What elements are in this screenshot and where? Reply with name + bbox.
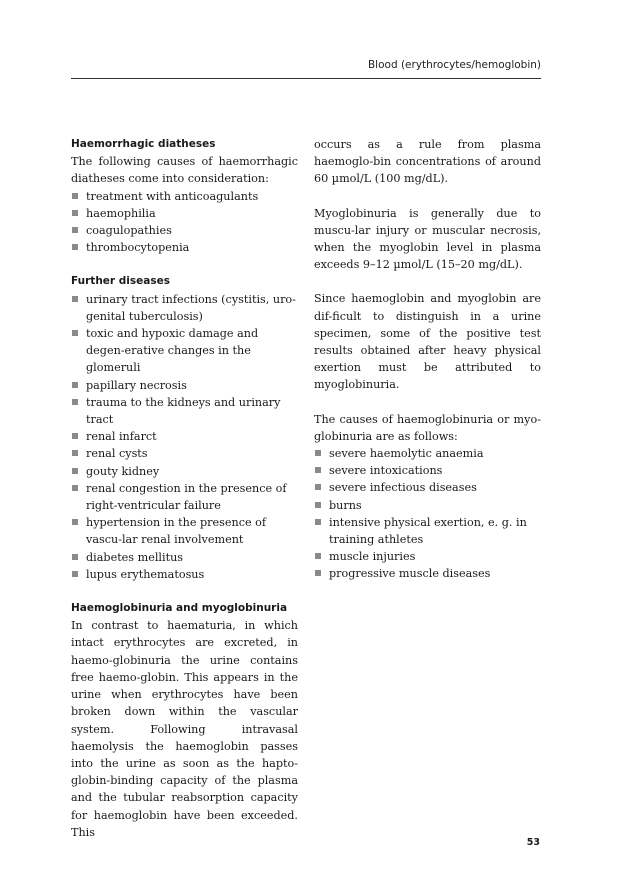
- section-heading-haemoglobinuria: Haemoglobinuria and myoglobinuria: [71, 602, 288, 615]
- list-item: severe intoxications: [314, 462, 541, 479]
- square-bullet-icon: [72, 296, 78, 302]
- list-item: papillary necrosis: [71, 377, 298, 394]
- list-item: hypertension in the presence of vascu-lar renal involvement: [71, 514, 298, 548]
- square-bullet-icon: [315, 502, 321, 508]
- body-paragraph: Myoglobinuria is generally due to muscu-lar injury or muscular necrosis, when the myoglobin level in plasma exceeds 9–12 µmol/L (15–20 mg/dL).: [314, 206, 541, 272]
- square-bullet-icon: [72, 244, 78, 250]
- list-item: trauma to the kidneys and urinary tract: [71, 394, 298, 428]
- square-bullet-icon: [315, 519, 321, 525]
- list-item: urinary tract infections (cystitis, uro-genital tuberculosis): [71, 291, 298, 325]
- list-item: severe infectious diseases: [314, 479, 541, 496]
- list-item: severe haemolytic anaemia: [314, 445, 541, 462]
- list-item: coagulopathies: [71, 222, 298, 239]
- square-bullet-icon: [315, 570, 321, 576]
- section-heading-further-diseases: Further diseases: [71, 275, 170, 288]
- body-paragraph: occurs as a rule from plasma haemoglo-bin concentrations of around 60 µmol/L (100 mg/dL).: [314, 138, 541, 186]
- square-bullet-icon: [72, 330, 78, 336]
- page-number: 53: [526, 837, 540, 848]
- running-head: Blood (erythrocytes/hemoglobin): [367, 59, 541, 71]
- square-bullet-icon: [72, 468, 78, 474]
- list-item: thrombocytopenia: [71, 239, 298, 256]
- section-heading-haemorrhagic-diatheses: Haemorrhagic diatheses: [71, 138, 216, 150]
- square-bullet-icon: [72, 554, 78, 560]
- list-item: progressive muscle diseases: [314, 565, 541, 582]
- square-bullet-icon: [315, 484, 321, 490]
- body-paragraph: In contrast to haematuria, in which intact erythrocytes are excreted, in haemo-globinuria the urine contains free haemo-globin. This appears in the urine when erythrocytes have been broken down within the vascular system. Following intravasal haemolysis the haemoglobin passes into the urine as soon as the hapto-globin-binding capacity of the plasma and the tubular reabsorption capacity for haemoglobin have been exceeded. This: [71, 619, 298, 839]
- list-item: intensive physical exertion, e. g. in training athletes: [314, 514, 541, 548]
- bullet-list-causes: [314, 445, 541, 583]
- left-column: [71, 136, 298, 841]
- list-item: treatment with anticoagulants: [71, 188, 298, 205]
- square-bullet-icon: [72, 485, 78, 491]
- body-paragraph: The causes of haemoglobinuria or myo-globinuria are as follows:: [314, 412, 541, 443]
- square-bullet-icon: [315, 450, 321, 456]
- square-bullet-icon: [72, 571, 78, 577]
- square-bullet-icon: [315, 553, 321, 559]
- list-item: renal cysts: [71, 445, 298, 462]
- body-paragraph: Since haemoglobin and myoglobin are dif-ficult to distinguish in a urine specimen, some of the positive test results obtained after heavy physical exertion must be attributed to myoglobinuria.: [314, 292, 541, 392]
- list-item: haemophilia: [71, 205, 298, 222]
- section-intro: The following causes of haemorrhagic diatheses come into consideration:: [71, 155, 298, 186]
- square-bullet-icon: [72, 193, 78, 199]
- list-item: gouty kidney: [71, 463, 298, 480]
- header-rule: [71, 78, 541, 79]
- bullet-list-further-diseases: [71, 291, 298, 583]
- bullet-list-diatheses: [71, 188, 298, 257]
- list-item: diabetes mellitus: [71, 549, 298, 566]
- right-column: [314, 136, 541, 583]
- list-item: muscle injuries: [314, 548, 541, 565]
- list-item: renal infarct: [71, 428, 298, 445]
- square-bullet-icon: [72, 210, 78, 216]
- square-bullet-icon: [72, 227, 78, 233]
- square-bullet-icon: [72, 433, 78, 439]
- square-bullet-icon: [72, 450, 78, 456]
- list-item: renal congestion in the presence of right-ventricular failure: [71, 480, 298, 514]
- list-item: lupus erythematosus: [71, 566, 298, 583]
- list-item: burns: [314, 497, 541, 514]
- square-bullet-icon: [72, 519, 78, 525]
- list-item: toxic and hypoxic damage and degen-erative changes in the glomeruli: [71, 325, 298, 377]
- square-bullet-icon: [315, 467, 321, 473]
- square-bullet-icon: [72, 399, 78, 405]
- square-bullet-icon: [72, 382, 78, 388]
